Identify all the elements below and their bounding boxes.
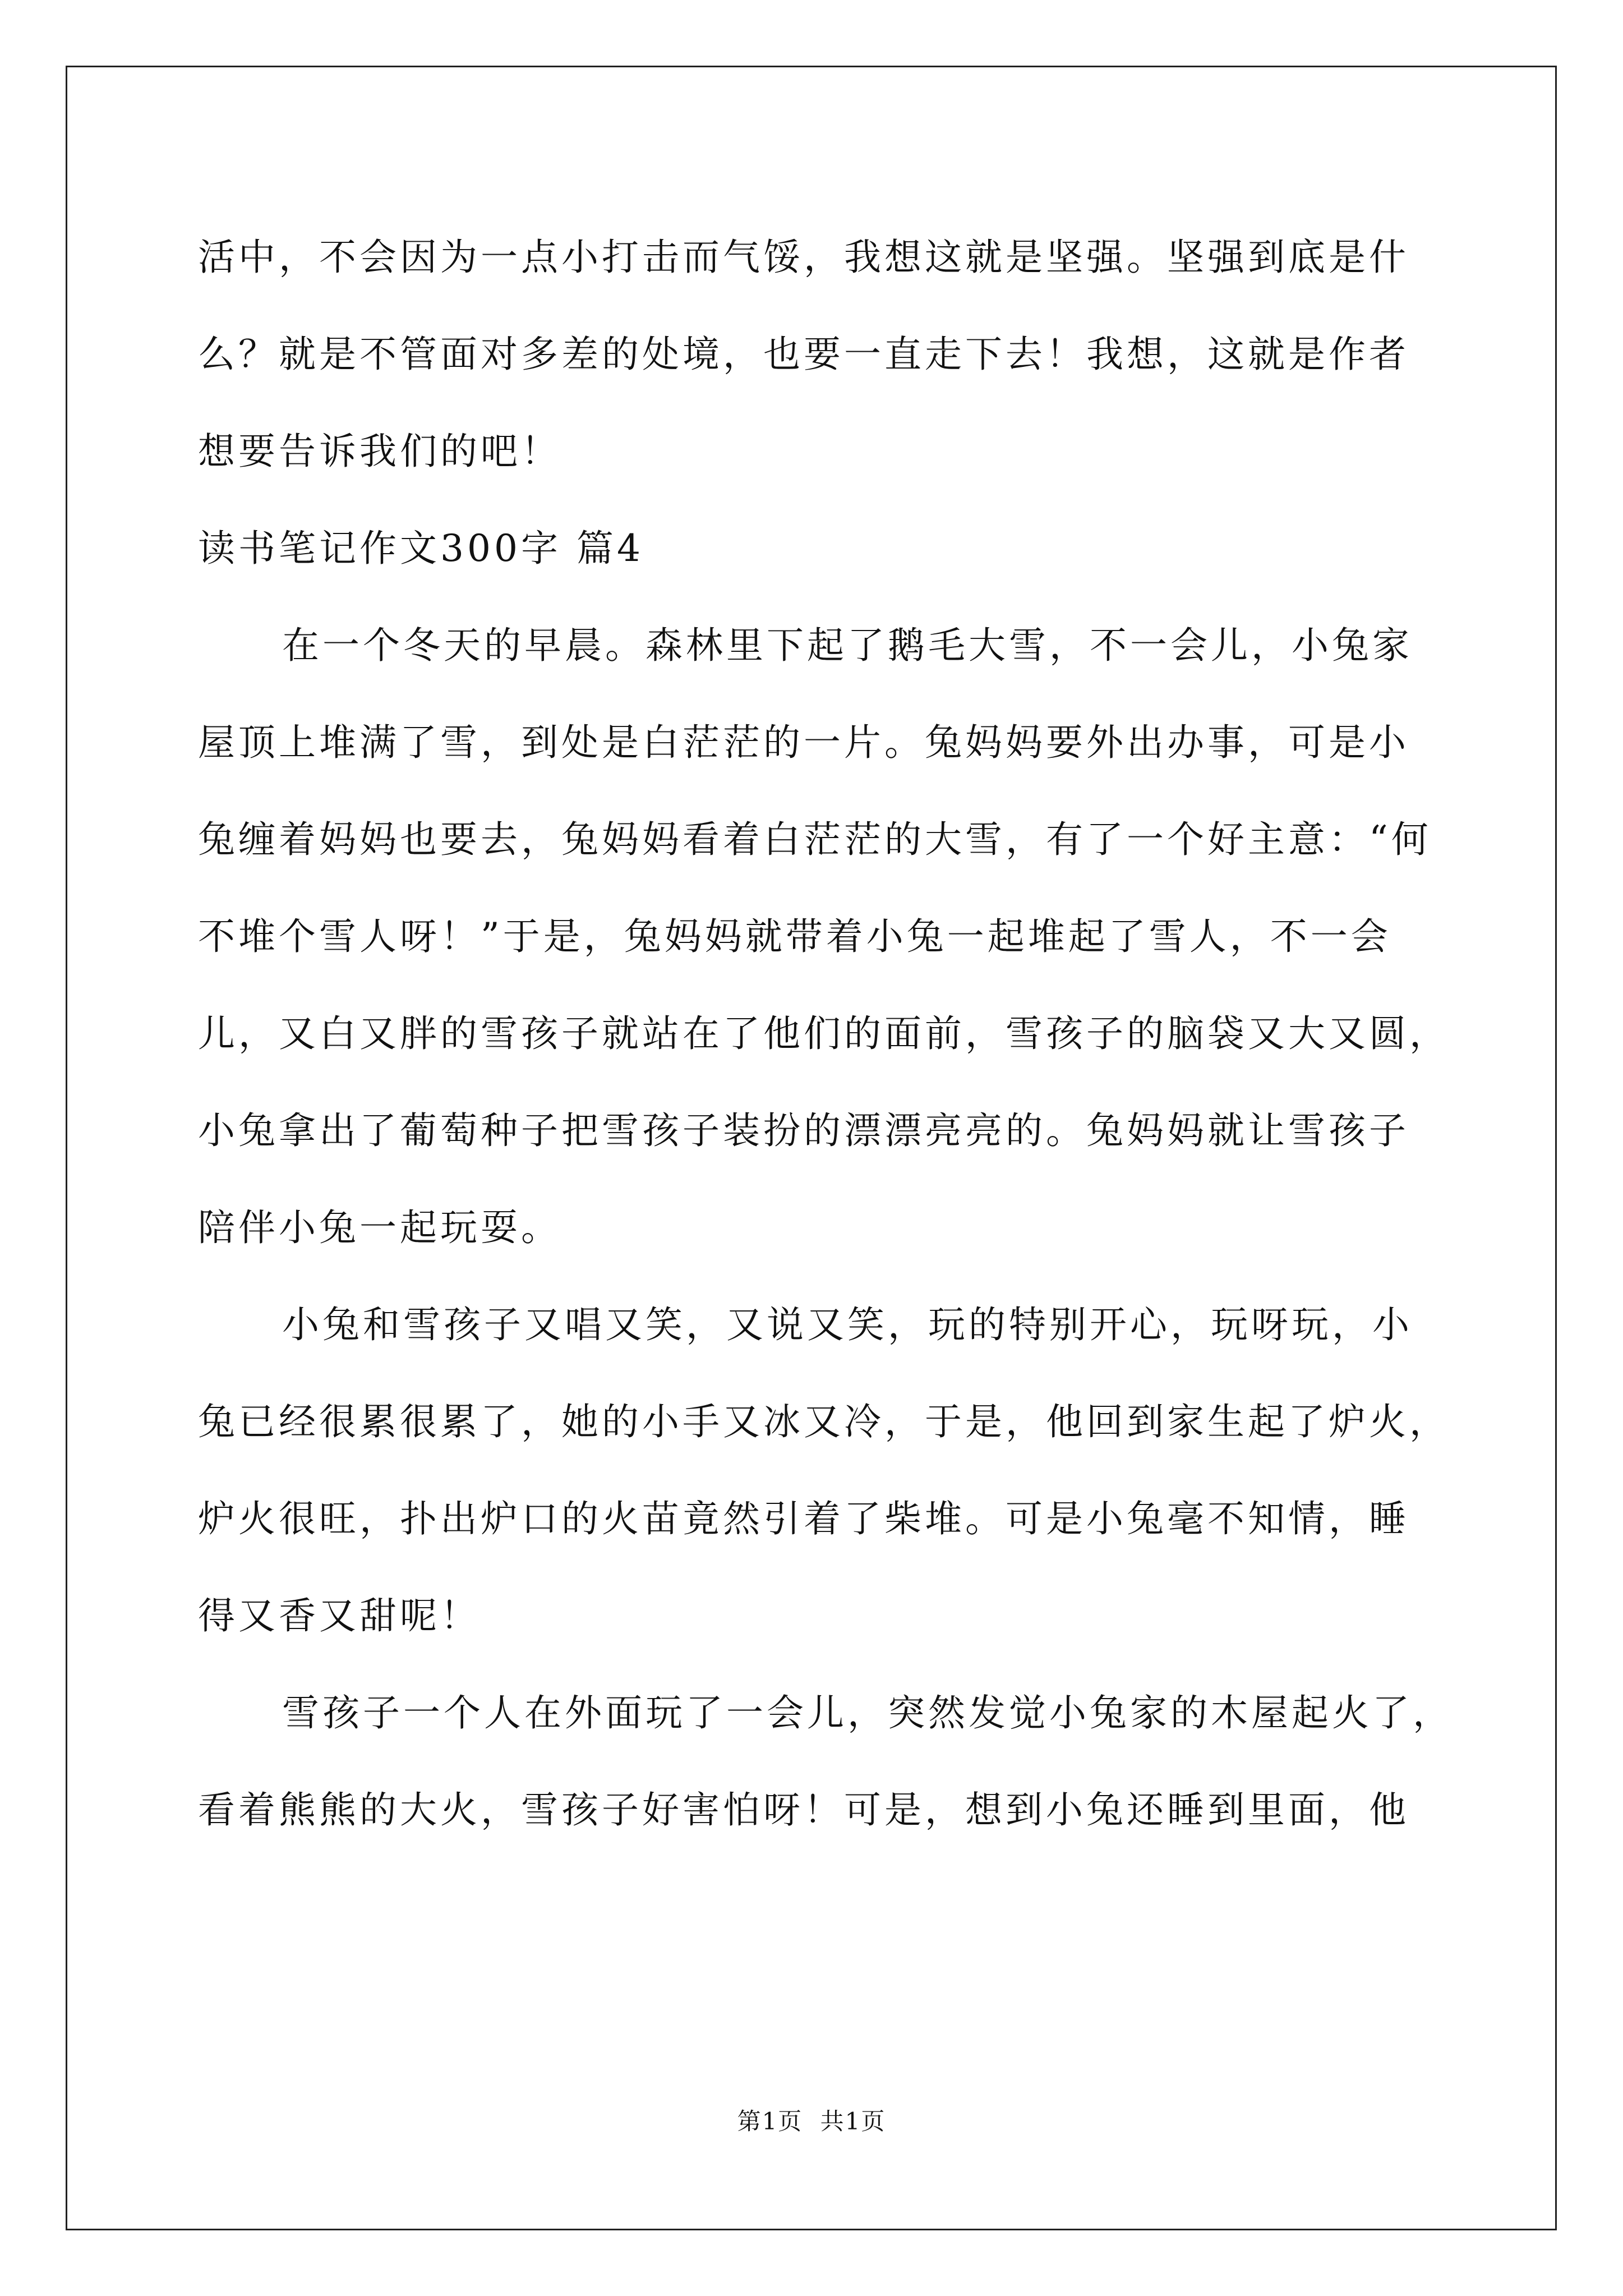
text-line: 看着熊熊的大火，雪孩子好害怕呀！可是，想到小兔还睡到里面，他: [198, 1788, 1409, 1832]
text-line: 小兔和雪孩子又唱又笑，又说又笑，玩的特别开心，玩呀玩，小: [282, 1303, 1413, 1346]
document-body: [198, 209, 1453, 1858]
text-line: 屋顶上堆满了雪，到处是白茫茫的一片。兔妈妈要外出办事，可是小: [198, 721, 1409, 764]
text-line: 兔缠着妈妈也要去，兔妈妈看着白茫茫的大雪，有了一个好主意：“何: [198, 818, 1432, 861]
text-line: 想要告诉我们的吧！: [198, 430, 561, 473]
text-line: 小兔拿出了葡萄种子把雪孩子装扮的漂漂亮亮的。兔妈妈就让雪孩子: [198, 1109, 1409, 1152]
page-total: 共1页: [820, 2108, 886, 2135]
text-line: 儿，又白又胖的雪孩子就站在了他们的面前，雪孩子的脑袋又大又圆，: [198, 1012, 1450, 1055]
page-number: 第1页: [737, 2108, 803, 2135]
text-line: 炉火很旺，扑出炉口的火苗竟然引着了柴堆。可是小兔毫不知情，睡: [198, 1497, 1409, 1540]
section-heading: 读书笔记作文300字 篇4: [198, 527, 644, 570]
text-line: 兔已经很累很累了，她的小手又冰又冷，于是，他回到家生起了炉火，: [198, 1400, 1450, 1443]
text-line: 活中，不会因为一点小打击而气馁，我想这就是坚强。坚强到底是什: [198, 236, 1409, 279]
text-line: 么？就是不管面对多差的处境，也要一直走下去！我想，这就是作者: [198, 333, 1409, 376]
text-line: 雪孩子一个人在外面玩了一会儿，突然发觉小兔家的木屋起火了，: [282, 1691, 1453, 1734]
text-line: 在一个冬天的早晨。森林里下起了鹅毛大雪，不一会儿，小兔家: [282, 624, 1413, 667]
text-line: 不堆个雪人呀！”于是，兔妈妈就带着小兔一起堆起了雪人，不一会: [198, 915, 1391, 958]
page-footer: [0, 2105, 1623, 2138]
text-line: 得又香又甜呢！: [198, 1594, 481, 1637]
text-line: 陪伴小兔一起玩耍。: [198, 1206, 561, 1249]
